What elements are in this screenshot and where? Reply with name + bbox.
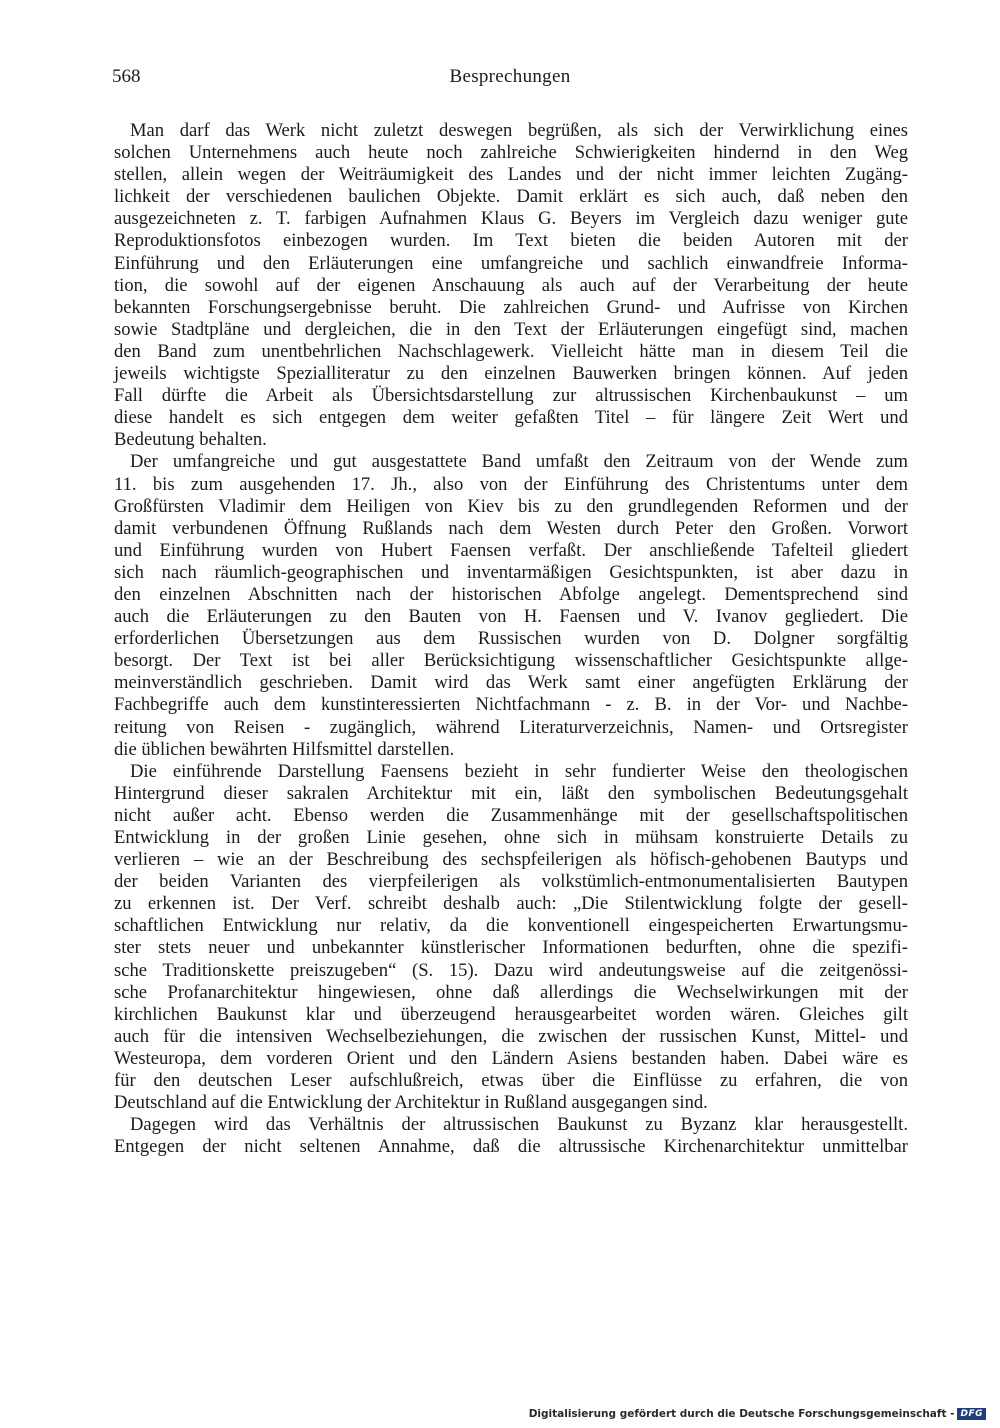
text-line: ausgezeichneten z. T. farbigen Aufnahmen Klaus G. Beyers im Vergleich dazu weniger gute <box>114 208 908 230</box>
text-line: stellen, allein wegen der Weiträumigkeit des Landes und der nicht immer leichten Zugäng- <box>114 164 908 186</box>
text-line: sche Profanarchitektur hingewiesen, ohne daß allerdings die Wechselwirkungen mit der <box>114 981 908 1003</box>
text-line: Bedeutung behalten. <box>114 429 267 451</box>
article-body <box>114 120 908 1158</box>
paragraph <box>114 451 908 760</box>
text-line: Der umfangreiche und gut ausgestattete Band umfaßt den Zeitraum von der Wende zum <box>130 451 908 473</box>
digitization-credit <box>529 1406 986 1422</box>
text-line: Hintergrund dieser sakralen Architektur mit ein, läßt den symbolischen Bedeutungsgehalt <box>114 782 908 804</box>
text-line: die üblichen bewährten Hilfsmittel darstellen. <box>114 738 455 760</box>
text-line: lichkeit der verschiedenen baulichen Objekte. Damit erklärt es sich auch, daß neben den <box>114 186 908 208</box>
text-line: sich nach räumlich-geographischen und inventarmäßigen Gesichtspunkten, ist aber dazu in <box>114 561 908 583</box>
text-line: Einführung und den Erläuterungen eine umfangreiche und sachlich einwandfreie Informa- <box>114 252 908 274</box>
text-line: auch die Erläuterungen zu den Bauten von H. Faensen und V. Ivanov gegliedert. Die <box>114 606 908 628</box>
page-header <box>112 66 908 96</box>
text-line: den Band zum unentbehrlichen Nachschlagewerk. Vielleicht hätte man in diesem Teil die <box>114 340 908 362</box>
text-line: meinverständlich geschrieben. Damit wird das Werk samt einer angefügten Erklärung der <box>114 672 908 694</box>
text-line: verlieren – wie an der Beschreibung des sechspfeilerigen als höfisch-gehobenen Bautyps und <box>114 849 908 871</box>
text-line: solchen Unternehmens auch heute noch zahlreiche Schwierigkeiten hindernd in den Weg <box>114 142 908 164</box>
text-line: sche Traditionskette preiszugeben“ (S. 15). Dazu wird andeutungsweise auf die zeitgenössi- <box>114 959 908 981</box>
text-line: auch für die intensiven Wechselbeziehungen, die zwischen der russischen Kunst, Mittel- und <box>114 1025 908 1047</box>
text-line: für den deutschen Leser aufschlußreich, etwas über die Einflüsse zu erfahren, die von <box>114 1070 908 1092</box>
paragraph <box>114 120 908 451</box>
text-line: schaftlichen Entwicklung nur relativ, da die konventionell eingespeicherten Erwartungsmu- <box>114 915 908 937</box>
running-title: Besprechungen <box>449 66 571 87</box>
text-line: ster stets neuer und unbekannter künstlerischer Informationen bedurften, ohne die spezifi- <box>114 937 908 959</box>
text-line: Entgegen der nicht seltenen Annahme, daß die altrussische Kirchenarchitektur unmittelbar <box>114 1136 908 1158</box>
paragraph <box>114 761 908 1115</box>
text-line: Die einführende Darstellung Faensens bezieht in sehr fundierter Weise den theologischen <box>130 760 908 782</box>
text-line: jeweils wichtigste Spezialliteratur zu den einzelnen Bauwerken bringen können. Auf jeden <box>114 363 908 385</box>
text-line: den einzelnen Abschnitten nach der historischen Abfolge angelegt. Dementsprechend sind <box>114 583 908 605</box>
text-line: Dagegen wird das Verhältnis der altrussischen Baukunst zu Byzanz klar herausgestellt. <box>130 1114 908 1136</box>
text-line: Man darf das Werk nicht zuletzt deswegen begrüßen, als sich der Verwirklichung eines <box>130 120 908 141</box>
text-line: Großfürsten Vladimir dem Heiligen von Kiev bis zu den grundlegenden Reformen und der <box>114 495 908 517</box>
text-line: und Einführung wurden von Hubert Faensen verfaßt. Der anschließende Tafelteil gliedert <box>114 539 908 561</box>
page-number: 568 <box>112 66 141 87</box>
text-line: tion, die sowohl auf der eigenen Anschauung als auch auf der Verarbeitung der heute <box>114 274 908 296</box>
text-line: Fall dürfte die Arbeit als Übersichtsdarstellung zur altrussischen Kirchenbaukunst – um <box>114 385 908 407</box>
text-line: 11. bis zum ausgehenden 17. Jh., also von der Einführung des Christentums unter dem <box>114 473 908 495</box>
paragraph <box>114 1114 908 1158</box>
credit-text: Digitalisierung gefördert durch die Deutsche Forschungsgemeinschaft - <box>528 1408 955 1420</box>
dfg-logo: DFG <box>957 1408 986 1420</box>
text-line: besorgt. Der Text ist bei aller Berücksichtigung wissenschaftlicher Gesichtspunkte allge- <box>114 650 908 672</box>
text-line: diese handelt es sich entgegen dem weiter gefaßten Titel – für längere Zeit Wert und <box>114 407 908 429</box>
text-line: der beiden Varianten des vierpfeilerigen als volkstümlich-entmonumentalisierten Bautypen <box>114 871 908 893</box>
text-line: kirchlichen Baukunst klar und überzeugend herausgearbeitet worden wären. Gleiches gilt <box>114 1003 908 1025</box>
text-line: Deutschland auf die Entwicklung der Architektur in Rußland ausgegangen sind. <box>114 1092 708 1114</box>
text-line: Reproduktionsfotos einbezogen wurden. Im Text bieten die beiden Autoren mit der <box>114 230 908 252</box>
text-line: nicht außer acht. Ebenso werden die Zusammenhänge mit der gesellschaftspolitischen <box>114 804 908 826</box>
text-line: erforderlichen Übersetzungen aus dem Russischen wurden von D. Dolgner sorgfältig <box>114 628 908 650</box>
text-line: damit verbundenen Öffnung Rußlands nach dem Westen durch Peter den Großen. Vorwort <box>114 517 908 539</box>
text-line: sowie Stadtpläne und dergleichen, die in den Text der Erläuterungen eingefügt sind, machen <box>114 318 908 340</box>
text-line: Fachbegriffe auch dem kunstinteressierten Nichtfachmann - z. B. in der Vor- und Nachbe- <box>114 694 908 716</box>
text-line: zu erkennen ist. Der Verf. schreibt deshalb auch: „Die Stilentwicklung folgte der gesell- <box>114 893 908 915</box>
text-line: reitung von Reisen - zugänglich, während Literaturverzeichnis, Namen- und Ortsregister <box>114 716 908 738</box>
text-line: Entwicklung in der großen Linie gesehen, ohne sich in mühsam konstruierte Details zu <box>114 827 908 848</box>
text-line: Westeuropa, dem vorderen Orient und den Ländern Asiens bestanden haben. Dabei wäre es <box>114 1047 908 1069</box>
text-line: bekannten Forschungsergebnisse beruht. Die zahlreichen Grund- und Aufrisse von Kirchen <box>114 296 908 318</box>
